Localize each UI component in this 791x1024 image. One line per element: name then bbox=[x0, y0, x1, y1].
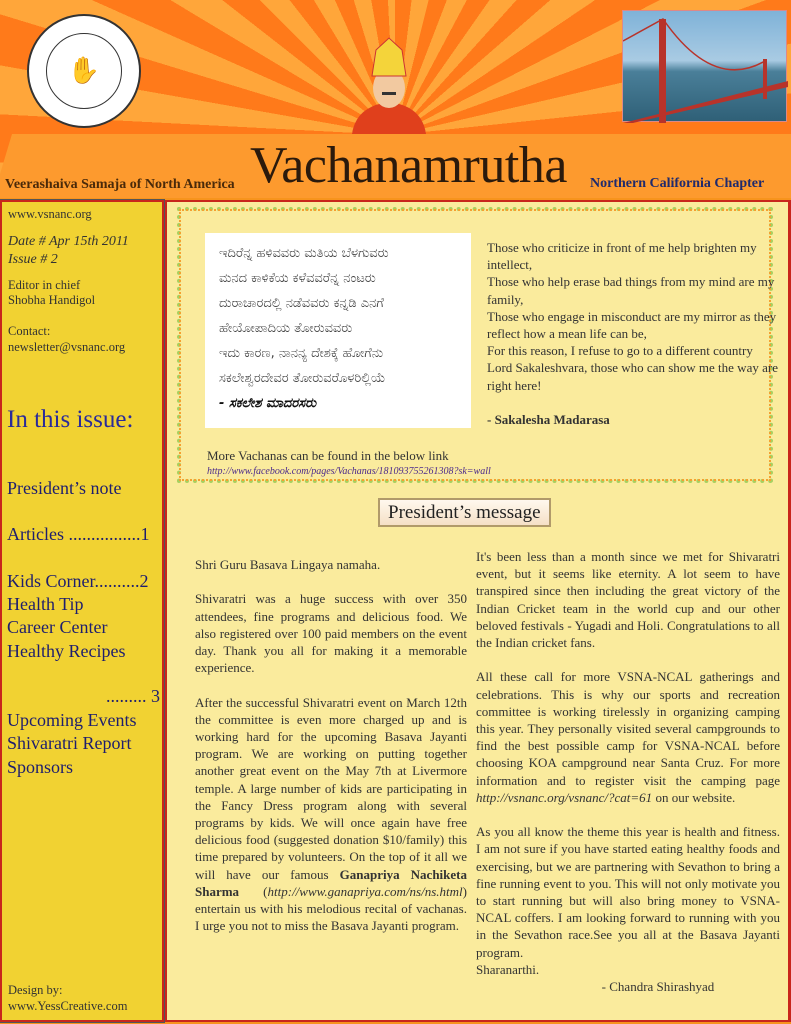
contact-label: Contact: bbox=[8, 324, 51, 338]
chapter-name: Northern California Chapter bbox=[590, 176, 765, 191]
kannada-line: ದುರಾಚಾರದಲ್ಲಿ ನಡೆವವರು ಕನ್ನಡಿ ಎನಗೆ bbox=[219, 296, 384, 311]
vachana-box bbox=[177, 207, 778, 483]
sidebar bbox=[0, 200, 164, 1022]
newsletter-title: Vachanamrutha bbox=[250, 137, 567, 194]
camping-link[interactable]: http://vsnanc.org/vsnanc/?cat=61 bbox=[476, 789, 653, 805]
design-credit-link[interactable]: www.YessCreative.com bbox=[8, 999, 128, 1013]
paragraph: As you all know the theme this year is health and fitness. I am not sure if you have started eating healthy foods and exercising, but we are partnering with Sevathon to bring a fine running event to you. This will not only motivate you to start running but will also bring money to VSNA-NCAL coffers. I am looking forward to running with you in the Sevathon race.See you all at the Basava Jayanti program. bbox=[476, 824, 780, 960]
toc-item[interactable]: Shivaratri Report bbox=[7, 733, 132, 753]
issue-date: Date # Apr 15th 2011 bbox=[8, 234, 129, 249]
toc-item[interactable]: Kids Corner..........2 bbox=[7, 571, 149, 591]
vachana-author: - Sakalesha Madarasa bbox=[487, 411, 610, 427]
toc-item[interactable]: Career Center bbox=[7, 617, 108, 637]
paragraph: After the successful Shivaratri event on March 12th the committee is even more charged up and is working hard for the upcoming Basava Jayanti program. We are working on putting together another great event on the May 7th at Livermore temple. A large number of kids are participating in the Fancy Dress program along with several programs by kids. We will once again have free delicious food (suggested donation $10/family) this time prepared by volunteers. On the top of it all we will have our famous Ganapriya Nachiketa Sharma (http://www.ganapriya.com/ns/ns.html) entertain us with his melodious recital of vachanas. I urge you not to miss the Basava Jayanti program. bbox=[195, 694, 467, 934]
organization-name: Veerashaiva Samaja of North America bbox=[5, 177, 235, 192]
issue-number: Issue # 2 bbox=[8, 252, 58, 267]
masthead-banner bbox=[0, 0, 791, 198]
translation-line: Lord Sakaleshvara, those who can show me the way are right here! bbox=[487, 360, 778, 393]
kannada-line: ಹೇಯೋಪಾದಿಯ ತೋರುವವರು bbox=[219, 321, 353, 336]
editor-name: Shobha Handigol bbox=[8, 293, 96, 307]
hand-emblem-icon: ✋ bbox=[46, 33, 122, 109]
text: After the successful Shivaratri event on March 12th the committee is even more charged up and is working hard for the upcoming Basava Jayanti program. We are working on putting together another great event on the May 7th at Livermore temple. A large number of kids are participating in the Fancy Dress program along with several programs by kids. We will once again have free delicious food (suggested donation $10/family) this time prepared by volunteers. On the top of it all we will have our famous bbox=[195, 694, 467, 882]
kannada-line: ಮನದ ಕಾಳಿಕೆಯ ಕಳೆವವರೆನ್ನ ನಂಟರು bbox=[219, 271, 376, 286]
artist-link[interactable]: http://www.ganapriya.com/ns/ns.html bbox=[267, 883, 463, 899]
toc-page-number: ......... 3 bbox=[106, 686, 160, 706]
more-vachanas-text: More Vachanas can be found in the below link bbox=[207, 448, 449, 463]
toc-item[interactable]: Healthy Recipes bbox=[7, 641, 126, 661]
translation-line: Those who help erase bad things from my mind are my family, bbox=[487, 274, 775, 307]
vsna-logo bbox=[27, 14, 141, 128]
text: entertain us with his melodious recital of vachanas. I urge you not to miss the Basava Jayanti program. bbox=[195, 901, 467, 934]
contact-email[interactable]: newsletter@vsnanc.org bbox=[8, 340, 126, 354]
vachana-translation bbox=[487, 239, 787, 428]
editor-label: Editor in chief bbox=[8, 278, 81, 292]
article-column-left bbox=[195, 556, 467, 952]
paragraph: Shri Guru Basava Lingaya namaha. bbox=[195, 557, 381, 572]
translation-line: Those who engage in misconduct are my mirror as they reflect how a mean life can be, bbox=[487, 308, 777, 342]
in-this-issue-heading: In this issue: bbox=[7, 406, 134, 433]
paragraph bbox=[476, 668, 780, 806]
kannada-line: ಸಕಲೇಶ್ವರದೇವರ ತೋರುವರೊಳರಿಲ್ಲಿಯೆ bbox=[219, 371, 386, 386]
main-content bbox=[165, 200, 791, 1022]
paragraph: Shivaratri was a huge success with over 350 attendees, fine programs and delicious food. We also registered over 100 paid members on the event day. Thank you all for making it a memorable experience. bbox=[195, 591, 467, 676]
artist-name: Ganapriya Nachiketa Sharma bbox=[195, 866, 467, 899]
paragraph: It's been less than a month since we met for Shivaratri event, but it seems like eternity. A lot seem to have transpired since then including the great victory of the Indian Cricket team in the world cup and our other beloved festivals - Yugadi and Holi. Congratulations to all the Indian cricket fans. bbox=[476, 549, 780, 651]
kannada-author: - ಸಕಲೇಶ ಮಾದರಸರು bbox=[219, 396, 317, 411]
kannada-line: ಇದಿರೆನ್ನ ಹಳಿವವರು ಮತಿಯ ಬೆಳಗುವರು bbox=[219, 246, 389, 261]
translation-line: For this reason, I refuse to go to a different country bbox=[487, 343, 753, 359]
toc-item[interactable]: President’s note bbox=[7, 478, 122, 498]
facebook-link[interactable]: http://www.facebook.com/pages/Vachanas/181093755261308?sk=wall bbox=[207, 466, 491, 477]
toc-item[interactable]: Sponsors bbox=[7, 757, 74, 777]
kannada-line: ಇದು ಕಾರಣ, ನಾನನ್ಯ ದೇಶಕ್ಕೆ ಹೋಗೆನು bbox=[219, 346, 384, 361]
translation-line: Those who criticize in front of me help brighten my intellect, bbox=[487, 240, 757, 273]
text: All these call for more VSNA-NCAL gatherings and celebrations. This is why our sports and recreation committee is working tirelessly in organizing camping this year. They personally visited several campgrounds to find the best possible camp for VSNA-NCAL before choosing KOA campground near Santa Cruz. For more information and to register visit the camping page bbox=[476, 669, 780, 788]
toc-item[interactable]: Articles ................1 bbox=[7, 524, 150, 544]
website-link[interactable]: www.vsnanc.org bbox=[8, 207, 92, 221]
article-column-right bbox=[476, 548, 780, 995]
basavanna-portrait bbox=[342, 36, 436, 134]
signature: - Chandra Shirashyad bbox=[601, 979, 715, 995]
design-credit-label: Design by: bbox=[8, 983, 63, 997]
toc-item[interactable]: Health Tip bbox=[7, 594, 84, 614]
toc-item[interactable]: Upcoming Events bbox=[7, 710, 137, 730]
presidents-message-heading: President’s message bbox=[378, 498, 551, 527]
closing: Sharanarthi. bbox=[476, 961, 540, 977]
kannada-vachana bbox=[205, 233, 471, 428]
text: on our website. bbox=[652, 789, 736, 805]
golden-gate-bridge-photo bbox=[622, 10, 787, 122]
